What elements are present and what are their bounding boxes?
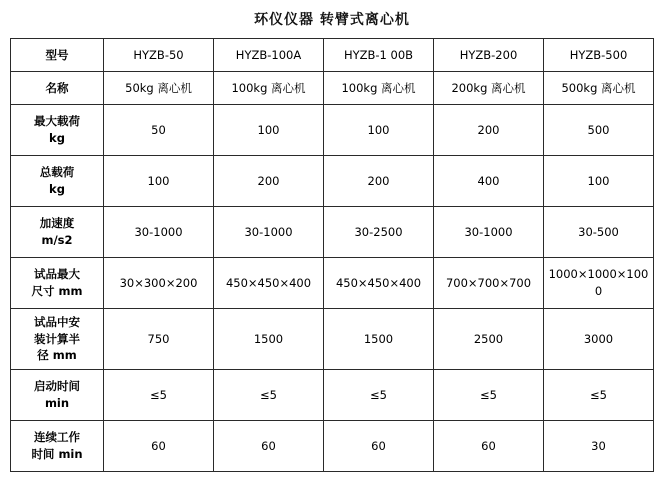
cell-name-1: 50kg 离心机 — [104, 72, 214, 105]
row-label-start-time — [11, 370, 104, 421]
row-label-max-size — [11, 258, 104, 309]
row-label-line2: m/s2 — [41, 233, 73, 247]
row-label-line2: 装计算半 — [34, 331, 80, 346]
cell-totalload-4: 400 — [434, 156, 544, 207]
row-label-line2: kg — [49, 131, 65, 145]
cell-name-4: 200kg 离心机 — [434, 72, 544, 105]
row-label-line1: 试品中安 — [34, 314, 80, 329]
cell-maxload-2: 100 — [214, 105, 324, 156]
table-row — [11, 156, 654, 207]
cell-cont-4: 60 — [434, 421, 544, 472]
cell-model-3: HYZB-1 00B — [324, 39, 434, 72]
row-label-line1: 启动时间 — [34, 379, 80, 394]
row-label-total-load — [11, 156, 104, 207]
cell-size-3: 450×450×400 — [324, 258, 434, 309]
cell-accel-5: 30-500 — [544, 207, 654, 258]
row-label-line2: min — [44, 396, 70, 410]
row-label-name — [11, 72, 104, 105]
row-label-model — [11, 39, 104, 72]
cell-cont-2: 60 — [214, 421, 324, 472]
cell-totalload-5: 100 — [544, 156, 654, 207]
cell-totalload-1: 100 — [104, 156, 214, 207]
cell-maxload-3: 100 — [324, 105, 434, 156]
cell-accel-4: 30-1000 — [434, 207, 544, 258]
cell-radius-2: 1500 — [214, 309, 324, 370]
cell-model-4: HYZB-200 — [434, 39, 544, 72]
cell-size-4: 700×700×700 — [434, 258, 544, 309]
cell-totalload-3: 200 — [324, 156, 434, 207]
row-label-continuous-time — [11, 421, 104, 472]
table-row — [11, 309, 654, 370]
cell-maxload-5: 500 — [544, 105, 654, 156]
cell-size-1: 30×300×200 — [104, 258, 214, 309]
row-label-line1: 连续工作 — [34, 430, 80, 445]
cell-totalload-2: 200 — [214, 156, 324, 207]
row-label-line1: 名称 — [45, 80, 69, 95]
row-label-line1: 加速度 — [39, 216, 75, 231]
cell-model-1: HYZB-50 — [104, 39, 214, 72]
table-row — [11, 421, 654, 472]
cell-name-2: 100kg 离心机 — [214, 72, 324, 105]
cell-cont-5: 30 — [544, 421, 654, 472]
cell-model-5: HYZB-500 — [544, 39, 654, 72]
cell-radius-4: 2500 — [434, 309, 544, 370]
table-row — [11, 370, 654, 421]
cell-maxload-1: 50 — [104, 105, 214, 156]
cell-start-3: ≤5 — [324, 370, 434, 421]
cell-start-4: ≤5 — [434, 370, 544, 421]
cell-size-5: 1000×1000×1000 — [544, 258, 654, 309]
cell-cont-3: 60 — [324, 421, 434, 472]
row-label-line1: 最大载荷 — [34, 114, 80, 129]
table-row — [11, 105, 654, 156]
row-label-line2: 尺寸 mm — [31, 284, 83, 298]
page-title: 环仪仪器 转臂式离心机 — [254, 12, 410, 28]
specification-table — [10, 38, 654, 472]
row-label-line1: 型号 — [45, 47, 69, 62]
cell-accel-1: 30-1000 — [104, 207, 214, 258]
table-row — [11, 39, 654, 72]
row-label-line2: 时间 min — [31, 447, 83, 461]
cell-size-2: 450×450×400 — [214, 258, 324, 309]
cell-start-2: ≤5 — [214, 370, 324, 421]
cell-cont-1: 60 — [104, 421, 214, 472]
table-row — [11, 72, 654, 105]
cell-start-1: ≤5 — [104, 370, 214, 421]
cell-name-5: 500kg 离心机 — [544, 72, 654, 105]
cell-radius-5: 3000 — [544, 309, 654, 370]
cell-maxload-4: 200 — [434, 105, 544, 156]
cell-name-3: 100kg 离心机 — [324, 72, 434, 105]
row-label-acceleration — [11, 207, 104, 258]
table-row — [11, 258, 654, 309]
row-label-line1: 总载荷 — [39, 165, 75, 180]
cell-radius-1: 750 — [104, 309, 214, 370]
row-label-line1: 试品最大 — [34, 267, 80, 282]
cell-start-5: ≤5 — [544, 370, 654, 421]
row-label-install-radius — [11, 309, 104, 370]
row-label-max-load — [11, 105, 104, 156]
row-label-line2: kg — [49, 182, 65, 196]
cell-accel-2: 30-1000 — [214, 207, 324, 258]
cell-accel-3: 30-2500 — [324, 207, 434, 258]
cell-radius-3: 1500 — [324, 309, 434, 370]
row-label-line3: 径 mm — [37, 348, 77, 363]
table-row — [11, 207, 654, 258]
cell-model-2: HYZB-100A — [214, 39, 324, 72]
